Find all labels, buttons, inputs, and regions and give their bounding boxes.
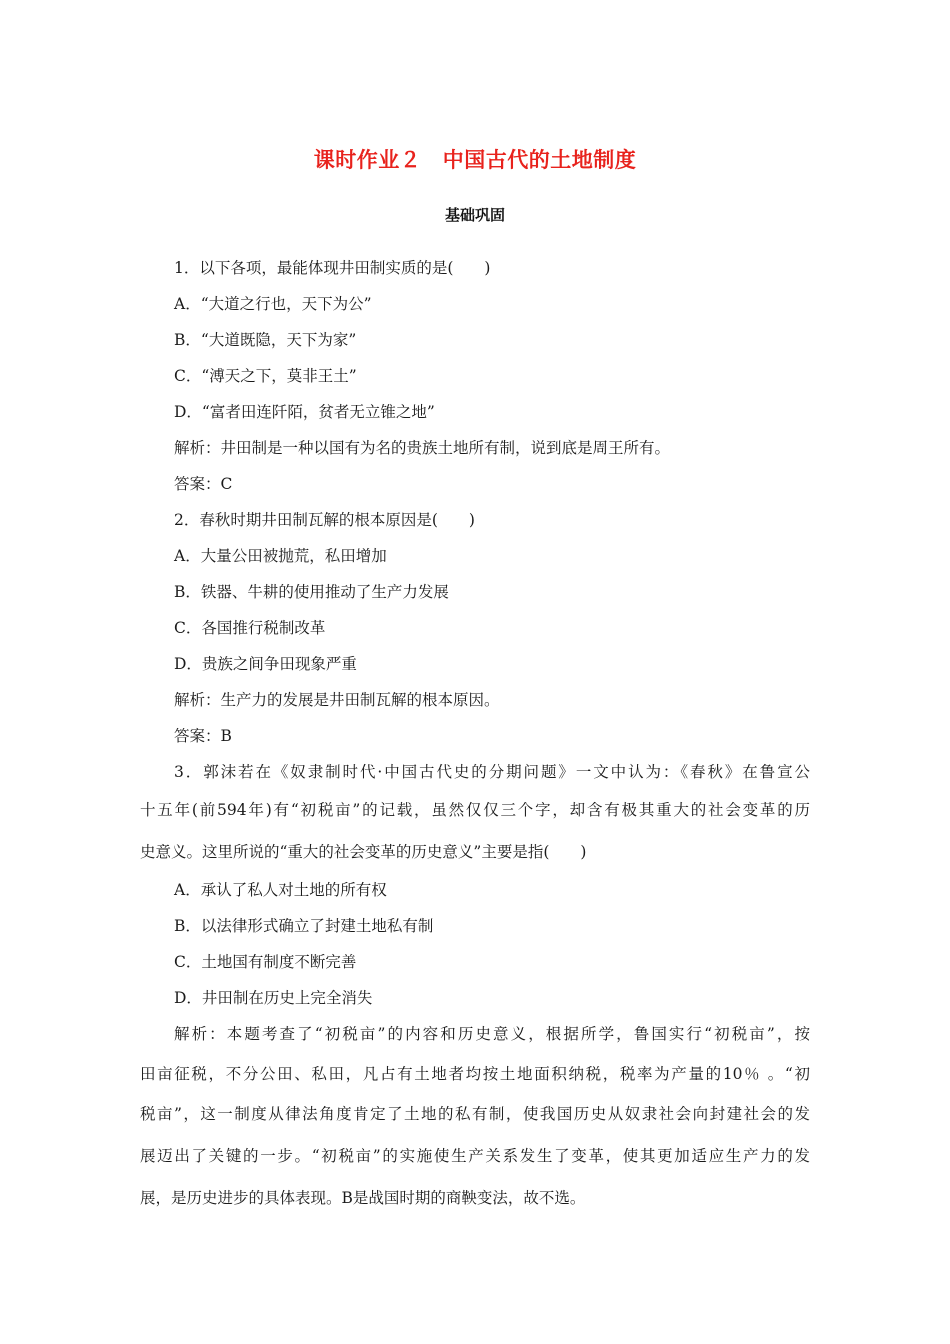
question-2-option-d: D．贵族之间争田现象严重 [174,655,357,673]
question-1-option-c: C．“溥天之下，莫非王土” [174,367,357,385]
question-1-stem: 1．以下各项，最能体现井田制实质的是( ) [174,259,491,277]
question-3-analysis-line-3: 税亩”，这一制度从律法角度肯定了土地的私有制，使我国历史从奴隶社会向封建社会的发 [140,1105,810,1123]
question-1-option-d: D．“富者田连阡陌，贫者无立锥之地” [174,403,435,421]
question-2-analysis: 解析：生产力的发展是井田制瓦解的根本原因。 [174,691,500,709]
question-2-option-c: C．各国推行税制改革 [174,619,326,637]
question-2-option-b: B．铁器、牛耕的使用推动了生产力发展 [174,583,449,601]
question-3-stem-line-2: 十五年(前594年)有“初税亩”的记载，虽然仅仅三个字，却含有极其重大的社会变革的历 [140,801,810,819]
question-3-stem-line-1: 3．郭沫若在《奴隶制时代·中国古代史的分期问题》一文中认为：《春秋》在鲁宣公 [174,763,810,781]
question-3-analysis-line-4: 展迈出了关键的一步。“初税亩”的实施使生产关系发生了变革，使其更加适应生产力的发 [140,1147,810,1165]
question-3-analysis-line-1: 解析：本题考查了“初税亩”的内容和历史意义，根据所学，鲁国实行“初税亩”，按 [174,1025,810,1043]
question-3-option-a: A．承认了私人对土地的所有权 [174,881,387,899]
question-2-stem: 2．春秋时期井田制瓦解的根本原因是( ) [174,511,475,529]
question-3-analysis-line-5: 展，是历史进步的具体表现。B是战国时期的商鞅变法，故不选。 [140,1189,586,1207]
question-3-analysis-line-2: 田亩征税，不分公田、私田，凡占有土地者均按土地面积纳税，税率为产量的10％ 。“初 [140,1065,810,1083]
question-3-option-c: C．土地国有制度不断完善 [174,953,357,971]
document-title: 课时作业２ 中国古代的土地制度 [313,148,637,172]
question-1-answer: 答案：C [174,475,233,493]
question-1-option-b: B．“大道既隐，天下为家” [174,331,357,349]
question-1-analysis: 解析：井田制是一种以国有为名的贵族土地所有制，说到底是周王所有。 [174,439,671,457]
question-3-stem-line-3: 史意义。这里所说的“重大的社会变革的历史意义”主要是指( ) [140,843,587,861]
question-1-option-a: A．“大道之行也，天下为公” [174,295,372,313]
section-heading: 基础巩固 [444,206,505,224]
question-2-answer: 答案：B [174,727,232,745]
question-3-option-b: B．以法律形式确立了封建土地私有制 [174,917,434,935]
question-2-option-a: A．大量公田被抛荒，私田增加 [174,547,387,565]
question-3-option-d: D．井田制在历史上完全消失 [174,989,373,1007]
